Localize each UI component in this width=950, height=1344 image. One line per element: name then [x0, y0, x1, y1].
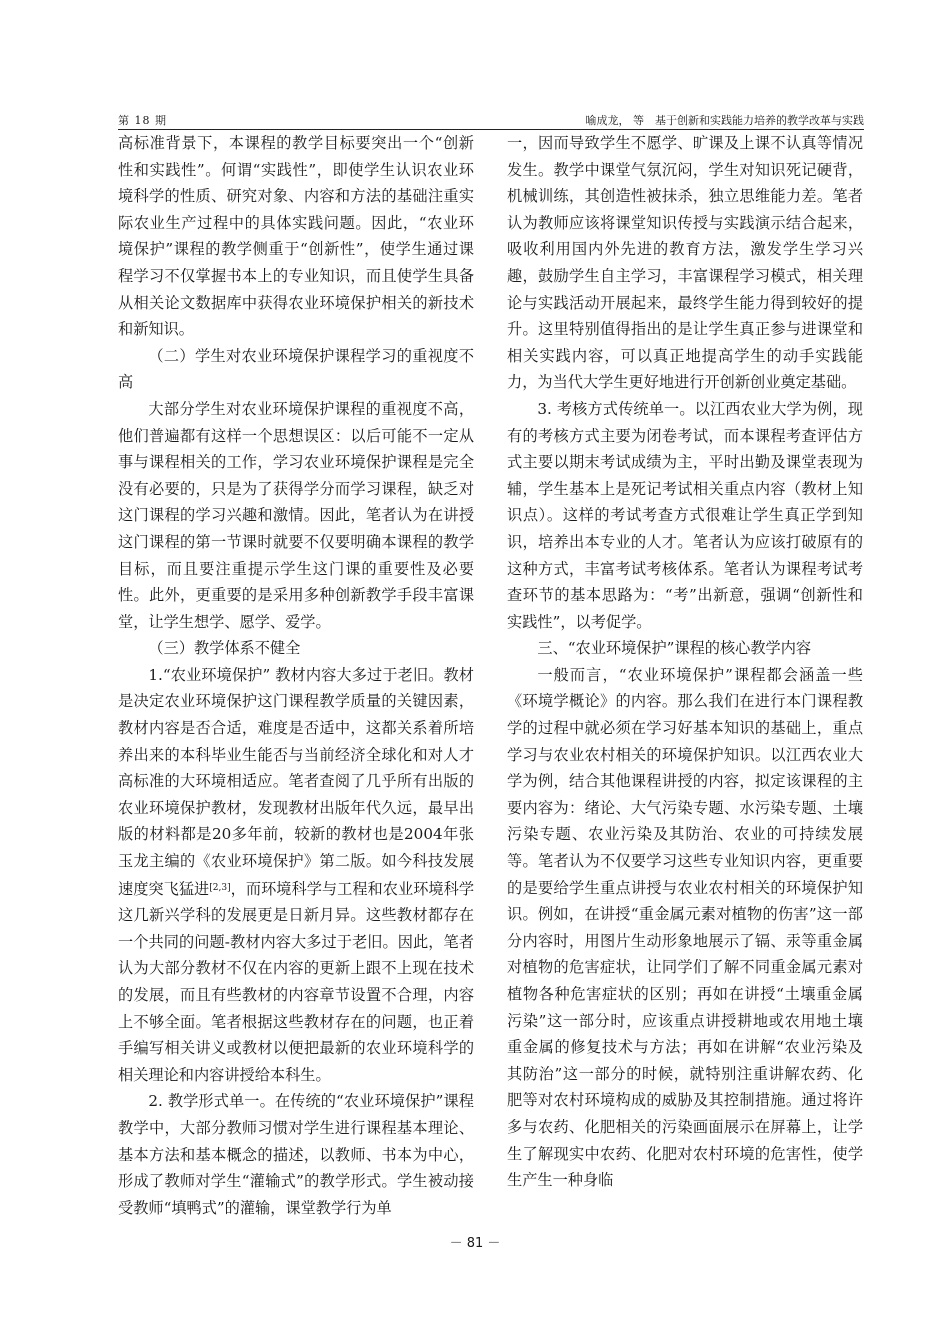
paragraph: 2. 教学形式单一。在传统的“农业环境保护”课程教学中，大部分教师习惯对学生进行课程基本理论、基本方法和基本概念的描述，以教师、书本为中心，形成了教师对学生“灌输式”的教学形式。学生被动接受教师“填鸭式”的灌输，课堂教学行为单 [118, 1092, 474, 1217]
paragraph [118, 662, 474, 1089]
right-column [507, 130, 863, 1194]
citation-ref: [2,3] [209, 882, 231, 893]
paragraph: 大部分学生对农业环境保护课程的重视度不高，他们普遍都有这样一个思想误区：以后可能不一定从事与课程相关的工作，学习农业环境保护课程是完全没有必要的，只是为了获得学分而学习课程，缺乏对这门课程的学习兴趣和激情。因此，笔者认为在讲授这门课程的第一节课时就要不仅要明确本课程的教学目标，而且要注重提示学生这门课的重要性及必要性。此外，更重要的是采用多种创新教学手段丰富课堂，让学生想学、愿学、爱学。 [118, 399, 474, 631]
page-number: － 81 － [449, 1236, 501, 1251]
section-heading: （三）教学体系不健全 [148, 639, 301, 658]
section-heading: （二）学生对农业环境保护课程学习的重视度不高 [118, 346, 474, 392]
left-column [118, 130, 474, 1221]
paragraph: 一般而言，“农业环境保护”课程都会涵盖一些《环境学概论》的内容。那么我们在进行本门课程教学的过程中就必须在学习好基本知识的基础上，重点学习与农业农村相关的环境保护知识。以江西农业大学为例，结合其他课程讲授的内容，拟定该课程的主要内容为：绪论、大气污染专题、水污染专题、土壤污染专题、农业污染及其防治、农业的可持续发展等。笔者认为不仅要学习这些专业知识内容，更重要的是要给学生重点讲授与农业农村相关的环境保护知识。例如，在讲授“重金属元素对植物的伤害”这一部分内容时，用图片生动形象地展示了镉、汞等重金属对植物的危害症状，让同学们了解不同重金属元素对植物各种危害症状的区别；再如在讲授“土壤重金属污染”这一部分时，应该重点讲授耕地或农用地土壤重金属的修复技术与方法；再如在讲解“农业污染及其防治”这一部分的时候，就特别注重讲解农药、化肥等对农村环境构成的威胁及其控制措施。通过将许多与农药、化肥相关的污染画面展示在屏幕上，让学生了解现实中农药、化肥对农村环境的危害性，使学生产生一种身临 [507, 665, 863, 1190]
paragraph-text: 1.“农业环境保护” 教材内容大多过于老旧。教材是决定农业环境保护这门课程教学质量的关键因素，教材内容是否合适，难度是否适中，这都关系着所培养出来的本科毕业生能否与当前经济全球化和对人才高标准的大环境相适应。笔者查阅了几乎所有出版的农业环境保护教材，发现教材出版年代久远，最早出版的材料都是20多年前，较新的教材也是2004年张玉龙主编的《农业环境保护》第二版。如今科技发展速度突飞猛进 [118, 665, 474, 898]
paragraph: 一，因而导致学生不愿学、旷课及上课不认真等情况发生。教学中课堂气氛沉闷，学生对知识死记硬背，机械训练，其创造性被抹杀，独立思维能力差。笔者认为教师应该将课堂知识传授与实践演示结合起来，吸收利用国内外先进的教育方法，激发学生学习兴趣，鼓励学生自主学习，丰富课程学习模式，相关理论与实践活动开展起来，最终学生能力得到较好的提升。这里特别值得指出的是让学生真正参与进课堂和相关实践内容，可以真正地提高学生的动手实践能力，为当代大学生更好地进行开创新创业奠定基础。 [507, 134, 863, 392]
paragraph-text: ，而环境科学与工程和农业环境科学这几新兴学科的发展更是日新月异。这些教材都存在一个共同的问题-教材内容大多过于老旧。因此，笔者认为大部分教材不仅在内容的更新上跟不上现在技术的发展，而且有些教材的内容章节设置不合理，内容上不够全面。笔者根据这些教材存在的问题，也正着手编写相关讲义或教材以便把最新的农业环境科学的相关理论和内容讲授给本科生。 [118, 879, 475, 1084]
running-header [118, 108, 864, 128]
paragraph: 高标准背景下，本课程的教学目标要突出一个“创新性和实践性”。何谓“实践性”，即使学生认识农业环境科学的性质、研究对象、内容和方法的基础注重实际农业生产过程中的具体实践问题。因此，“农业环境保护”课程的教学侧重于“创新性”，使学生通过课程学习不仅掌握书本上的专业知识，而且使学生具备从相关论文数据库中获得农业环境保护相关的新技术和新知识。 [118, 134, 474, 339]
paragraph: 3. 考核方式传统单一。以江西农业大学为例，现有的考核方式主要为闭卷考试，而本课程考查评估方式主要以期末考试成绩为主，平时出勤及课堂表现为辅，学生基本上是死记考试相关重点内容（教材上知识点）。这样的考试考查方式很难让学生真正学到知识，培养出本专业的人才。笔者认为应该打破原有的这种方式，丰富考试考核体系。笔者认为课程考试考查环节的基本思路为：“考”出新意，强调“创新性和实践性”，以考促学。 [507, 399, 863, 631]
section-heading: 三、“农业环境保护”课程的核心教学内容 [537, 639, 812, 658]
issue-label: 第 18 期 [118, 114, 167, 127]
article-running-title: 喻成龙， 等 基于创新和实践能力培养的教学改革与实践 [585, 114, 864, 127]
